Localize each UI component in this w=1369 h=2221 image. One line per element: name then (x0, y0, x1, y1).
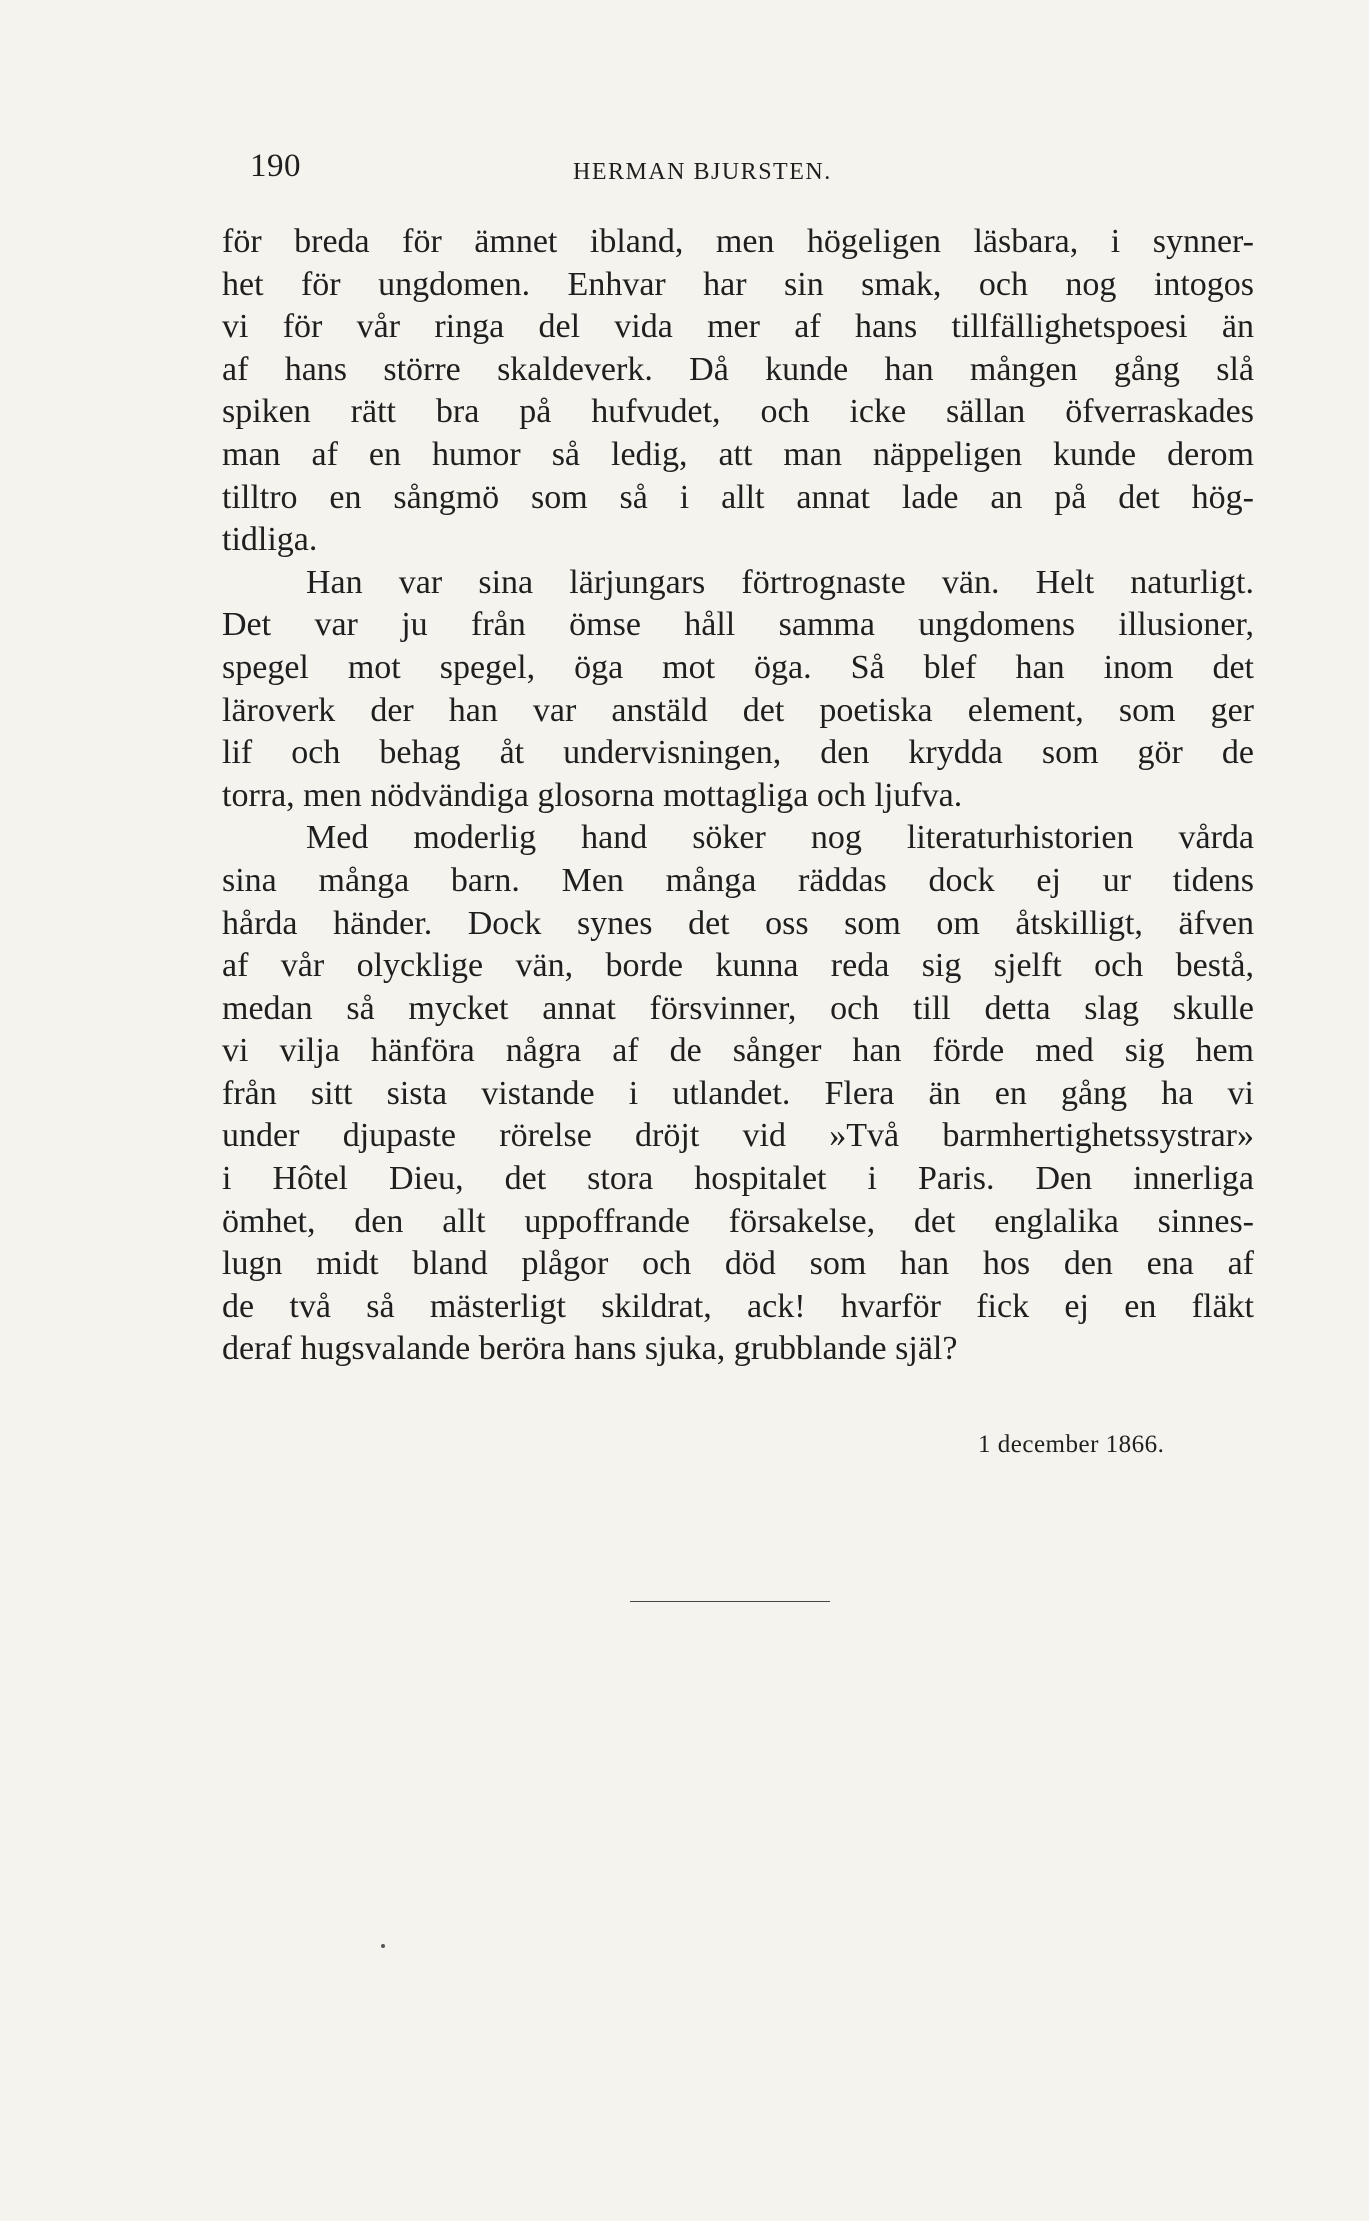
end-rule (630, 1601, 830, 1602)
text-line: ömhet, den allt uppoffrande försakelse, det englalika sinnes- (222, 1202, 1254, 1240)
text-line: från sitt sista vistande i utlandet. Flera än en gång ha vi (222, 1074, 1254, 1112)
text-line: lif och behag åt undervisningen, den krydda som gör de (222, 734, 1254, 772)
print-speck (381, 1944, 385, 1948)
text-line: under djupaste rörelse dröjt vid »Två barmhertighetssystrar» (222, 1117, 1254, 1155)
text-line: sina många barn. Men många räddas dock ej ur tidens (222, 861, 1254, 899)
text-line: tidliga. (222, 521, 318, 559)
text-line: torra, men nödvändiga glosorna mottagliga och ljufva. (222, 776, 963, 814)
text-line: de två så mästerligt skildrat, ack! hvarför fick ej en fläkt (222, 1287, 1254, 1325)
text-line: spegel mot spegel, öga mot öga. Så blef han inom det (222, 648, 1254, 686)
body-text (222, 221, 1254, 1371)
text-line: af vår olycklige vän, borde kunna reda sig sjelft och bestå, (222, 947, 1254, 985)
text-line: medan så mycket annat försvinner, och till detta slag skulle (222, 989, 1254, 1027)
text-line: af hans större skaldeverk. Då kunde han mången gång slå (222, 350, 1254, 388)
text-line: het för ungdomen. Enhvar har sin smak, och nog intogos (222, 265, 1254, 303)
text-line: för breda för ämnet ibland, men högeligen läsbara, i synner- (222, 223, 1254, 260)
text-line: Han var sina lärjungars förtrognaste vän. Helt naturligt. (306, 563, 1254, 601)
text-line: vi för vår ringa del vida mer af hans tillfällighetspoesi än (222, 308, 1254, 346)
text-line: spiken rätt bra på hufvudet, och icke sällan öfverraskades (222, 393, 1254, 431)
running-title: HERMAN BJURSTEN. (573, 159, 832, 185)
text-line: Det var ju från ömse håll samma ungdomens illusioner, (222, 606, 1254, 644)
text-line: deraf hugsvalande beröra hans sjuka, grubblande själ? (222, 1330, 958, 1368)
text-line: tilltro en sångmö som så i allt annat lade an på det hög- (222, 478, 1254, 516)
dateline: 1 december 1866. (978, 1431, 1165, 1458)
running-head (250, 148, 1260, 198)
page-number: 190 (250, 148, 301, 184)
text-line: läroverk der han var anstäld det poetiska element, som ger (222, 691, 1254, 729)
text-line: man af en humor så ledig, att man näppeligen kunde derom (222, 435, 1254, 473)
text-line: hårda händer. Dock synes det oss som om åtskilligt, äfven (222, 904, 1254, 942)
text-line: i Hôtel Dieu, det stora hospitalet i Paris. Den innerliga (222, 1160, 1254, 1198)
text-line: vi vilja hänföra några af de sånger han förde med sig hem (222, 1032, 1254, 1070)
text-line: lugn midt bland plågor och död som han hos den ena af (222, 1245, 1254, 1283)
text-line: Med moderlig hand söker nog literaturhistorien vårda (306, 819, 1254, 857)
